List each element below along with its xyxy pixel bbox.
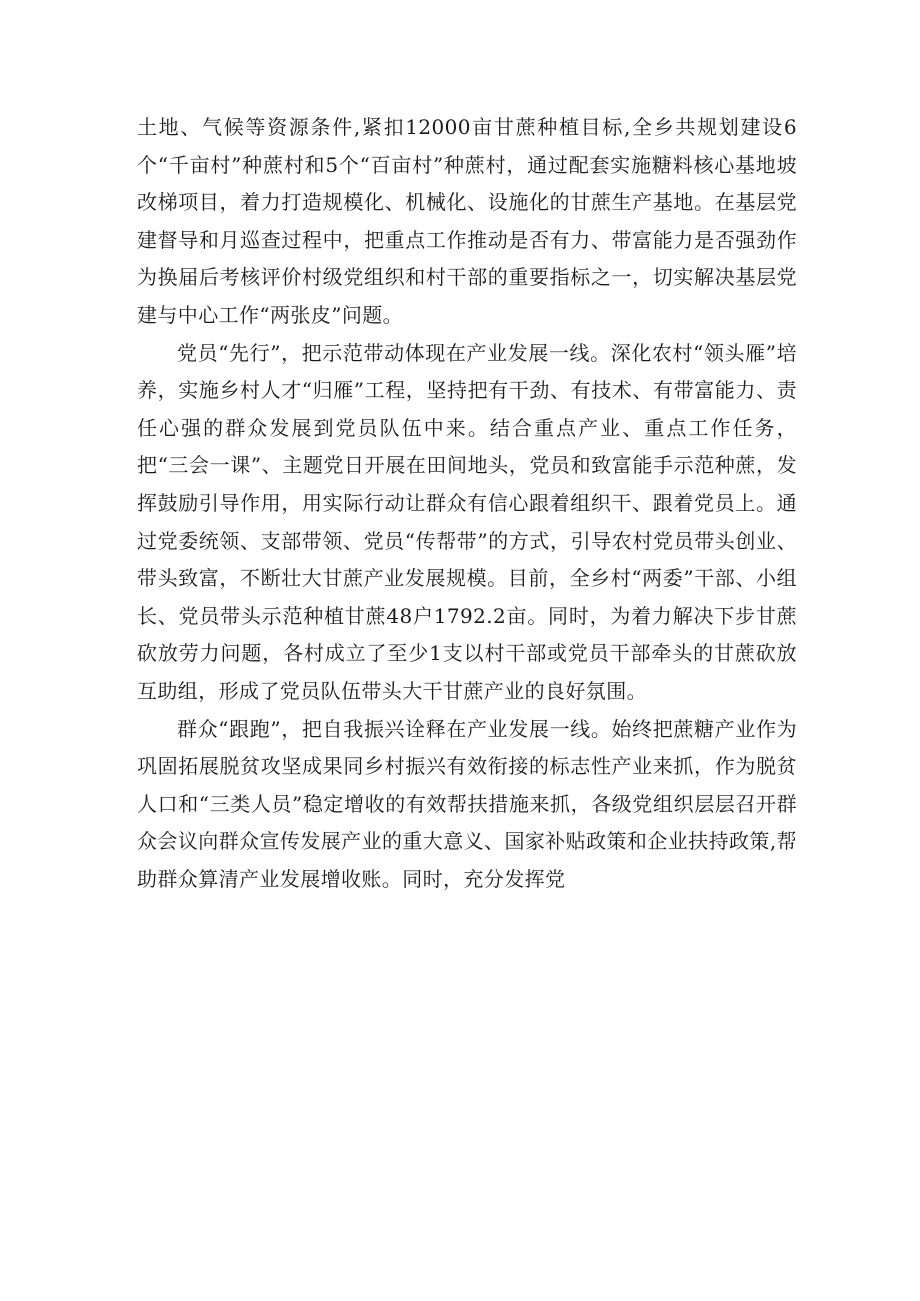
paragraph-party-members-lead: 党员“先行”，把示范带动体现在产业发展一线。深化农村“领头雁”培养，实施乡村人才“归雁”工程，坚持把有干劲、有技术、有带富能力、责任心强的群众发展到党员队伍中来。结合重点产业、重点工作任务，把“三会一课”、主题党日开展在田间地头，党员和致富能手示范种蔗，发挥鼓励引导作用，用实际行动让群众有信心跟着组织干、跟着党员上。通过党委统领、支部带领、党员“传帮带”的方式，引导农村党员带头创业、带头致富，不断壮大甘蔗产业发展规模。目前，全乡村“两委”干部、小组长、党员带头示范种植甘蔗48户1792.2亩。同时，为着力解决下步甘蔗砍放劳力问题，各村成立了至少1支以村干部或党员干部牵头的甘蔗砍放互助组，形成了党员队伍带头大干甘蔗产业的良好氛围。 [137, 340, 797, 703]
paragraph-continuation: 土地、气候等资源条件,紧扣12000亩甘蔗种植目标,全乡共规划建设6个“千亩村”种蔗村和5个“百亩村”种蔗村，通过配套实施糖料核心基地坡改梯项目，着力打造规模化、机械化、设施化的甘蔗生产基地。在基层党建督导和月巡查过程中，把重点工作推动是否有力、带富能力是否强劲作为换届后考核评价村级党组织和村干部的重要指标之一，切实解决基层党建与中心工作“两张皮”问题。 [137, 115, 797, 327]
document-body [137, 109, 797, 898]
paragraph-masses-follow: 群众“跟跑”，把自我振兴诠释在产业发展一线。始终把蔗糖产业作为巩固拓展脱贫攻坚成果同乡村振兴有效衔接的标志性产业来抓，作为脱贫人口和“三类人员”稳定增收的有效帮扶措施来抓，各级党组织层层召开群众会议向群众宣传发展产业的重大意义、国家补贴政策和企业扶持政策,帮助群众算清产业发展增收账。同时，充分发挥党 [137, 716, 797, 891]
